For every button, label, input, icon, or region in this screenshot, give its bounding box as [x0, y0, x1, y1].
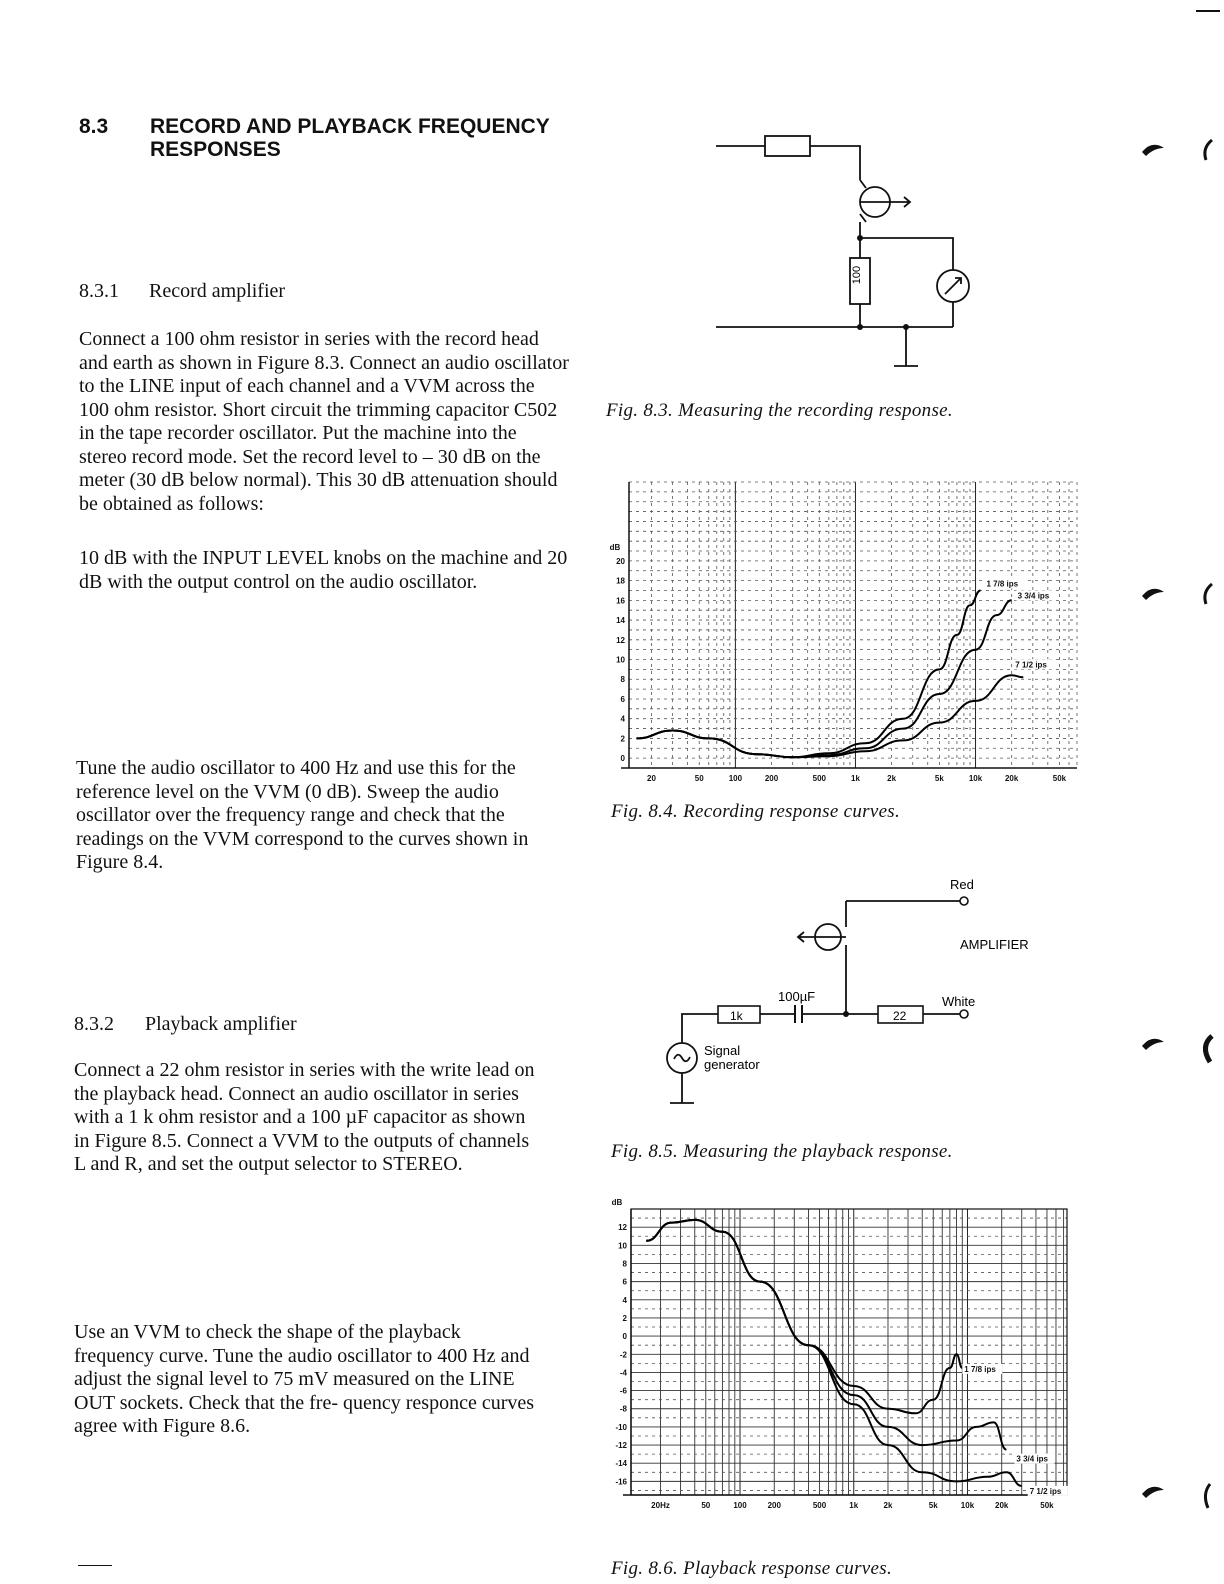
y-tick-label: 16: [616, 596, 625, 606]
series-label: 7 1/2 ips: [1015, 660, 1047, 670]
x-tick-label: 10k: [968, 774, 983, 783]
x-tick-label: 2k: [883, 1501, 893, 1510]
y-tick-label: 0: [622, 1332, 627, 1342]
y-tick-label: 18: [616, 576, 625, 586]
y-tick-label: -12: [615, 1441, 627, 1451]
series-label: 7 1/2 ips: [1029, 1486, 1062, 1496]
fig86-chart: [605, 1195, 1080, 1535]
series-line: [637, 600, 1012, 757]
y-tick-label: 6: [620, 694, 625, 704]
x-tick-label: 200: [764, 774, 779, 783]
margin-mark-icon: [1140, 1032, 1220, 1072]
corner-mark: [1196, 10, 1220, 12]
y-tick-label: 2: [620, 734, 625, 744]
series-label: 1 7/8 ips: [986, 579, 1019, 589]
x-tick-label: 100: [733, 1501, 747, 1510]
y-tick-label: 14: [616, 616, 625, 626]
x-tick-label: 50: [694, 774, 704, 783]
playback-paragraph-1: Connect a 22 ohm resistor in series with the write lead on the playback head. Connect an audio oscillator in series with a 1 k ohm resistor and a 100 µF capacitor as shown in Figure 8.5. Connect a VVM to the outputs of channels L and R, and set the output selector to STEREO.: [74, 1059, 535, 1175]
series-line: [646, 1220, 1021, 1486]
playback-subsection-number: 8.3.2: [74, 1013, 114, 1035]
section-number: 8.3: [79, 115, 109, 138]
x-tick-label: 20k: [1004, 774, 1019, 783]
x-tick-label: 20Hz: [651, 1501, 670, 1510]
fig86-caption: Fig. 8.6. Playback response curves.: [611, 1558, 892, 1579]
series-label: 3 3/4 ips: [1017, 591, 1050, 601]
y-tick-label: 10: [616, 655, 625, 665]
y-tick-label: -10: [615, 1422, 627, 1432]
y-tick-label: -8: [619, 1404, 627, 1414]
x-tick-label: 20: [647, 774, 656, 783]
resistor-100-label: 100: [851, 265, 863, 285]
record-subsection-title: Record amplifier: [149, 280, 286, 302]
series-line: [637, 591, 981, 758]
generator-ground: [670, 1073, 694, 1103]
y-tick-label: 12: [616, 635, 625, 645]
fig83-caption: Fig. 8.3. Measuring the recording response.: [606, 400, 953, 421]
fig83-schematic: [700, 120, 1000, 380]
record-paragraph-1: Connect a 100 ohm resistor in series with the record head and earth as shown in Figure 8.3. Connect an audio oscillator to the LINE input of each channel and a VVM across the 100 ohm resistor. Short circuit the trimming capacitor C502 in the tape recorder oscillator. Put the machine into the stereo record mode. Set the record level to – 30 dB on the meter (30 dB below normal). This 30 dB attenuation should be obtained as follows:: [79, 328, 569, 515]
margin-mark-icon: [1140, 582, 1220, 622]
x-tick-label: 10k: [960, 1501, 975, 1510]
fig84-chart: [605, 470, 1085, 790]
section-title-line1: RECORD AND PLAYBACK FREQUENCY: [150, 115, 550, 138]
x-tick-label: 200: [767, 1501, 781, 1510]
footer-rule: [78, 1565, 112, 1566]
series-line: [646, 1220, 962, 1413]
y-tick-label: 8: [622, 1259, 627, 1269]
series-line: [637, 675, 1024, 757]
x-tick-label: 50: [701, 1501, 711, 1510]
y-tick-label: 12: [618, 1223, 627, 1233]
playback-subsection-title: Playback amplifier: [145, 1013, 297, 1035]
ground-symbol: [894, 327, 918, 366]
x-tick-label: 50k: [1052, 774, 1067, 783]
x-tick-label: 500: [812, 774, 826, 783]
x-tick-label: 20k: [995, 1501, 1009, 1510]
playback-paragraph-2: Use an VVM to check the shape of the playback frequency curve. Tune the audio oscillator to 400 Hz and adjust the signal level to 75 mV measured on the LINE OUT sockets. Check that the fre- quency responce curves agree with Figure 8.6.: [74, 1321, 535, 1437]
y-tick-label: -4: [619, 1368, 627, 1378]
generator-label-line1: Signal: [704, 1043, 741, 1058]
record-paragraph-2: 10 dB with the INPUT LEVEL knobs on the machine and 20 dB with the output control on the audio oscillator.: [79, 547, 568, 593]
fig85-schematic: [650, 875, 1060, 1115]
y-axis-label: dB: [609, 543, 621, 552]
series-label: 1 7/8 ips: [964, 1364, 996, 1374]
section-title-line2: RESPONSES: [150, 138, 281, 161]
x-tick-label: 1k: [849, 1501, 859, 1510]
y-tick-label: -2: [619, 1350, 627, 1360]
x-tick-label: 100: [728, 774, 743, 783]
resistor-1k-label: 1k: [730, 1009, 743, 1023]
y-tick-label: -16: [615, 1477, 627, 1487]
x-tick-label: 2k: [887, 774, 897, 783]
y-tick-label: 4: [620, 714, 625, 724]
y-tick-label: 0: [620, 754, 625, 764]
margin-mark-icon: [1140, 138, 1220, 178]
series-line: [646, 1220, 1006, 1450]
generator-label-line2: generator: [704, 1057, 760, 1072]
white-terminal-label: White: [942, 994, 976, 1009]
y-tick-label: -14: [615, 1459, 627, 1469]
capacitor-symbol: [795, 1005, 802, 1023]
y-tick-label: 4: [622, 1295, 627, 1305]
y-tick-label: 2: [622, 1313, 627, 1323]
margin-mark-icon: [1140, 1480, 1220, 1520]
x-tick-label: 500: [812, 1501, 827, 1510]
x-tick-label: 5k: [928, 1501, 938, 1510]
record-paragraph-3: Tune the audio oscillator to 400 Hz and use this for the reference level on the VVM (0 dB). Sweep the audio oscillator over the frequency range and check that the readings on the VVM correspond to the curves shown in Figure 8.4.: [76, 757, 529, 873]
fig85-caption: Fig. 8.5. Measuring the playback response.: [611, 1141, 953, 1162]
y-tick-label: 6: [622, 1277, 627, 1287]
red-terminal-label: Red: [950, 877, 974, 892]
series-resistor: [765, 136, 810, 156]
y-tick-label: -6: [619, 1386, 627, 1396]
y-tick-label: 10: [618, 1241, 627, 1251]
y-axis-label: dB: [611, 1198, 623, 1207]
fig84-caption: Fig. 8.4. Recording response curves.: [611, 801, 901, 822]
record-subsection-number: 8.3.1: [79, 280, 119, 302]
x-tick-label: 1k: [851, 774, 860, 783]
amplifier-label: AMPLIFIER: [960, 937, 1029, 952]
capacitor-label: 100µF: [778, 989, 816, 1004]
x-tick-label: 50k: [1040, 1501, 1054, 1510]
x-tick-label: 5k: [934, 774, 944, 783]
record-head-symbol: [860, 180, 910, 238]
y-tick-label: 20: [616, 556, 625, 566]
y-tick-label: 8: [620, 675, 625, 685]
series-label: 3 3/4 ips: [1016, 1454, 1049, 1464]
resistor-22-label: 22: [893, 1009, 907, 1023]
